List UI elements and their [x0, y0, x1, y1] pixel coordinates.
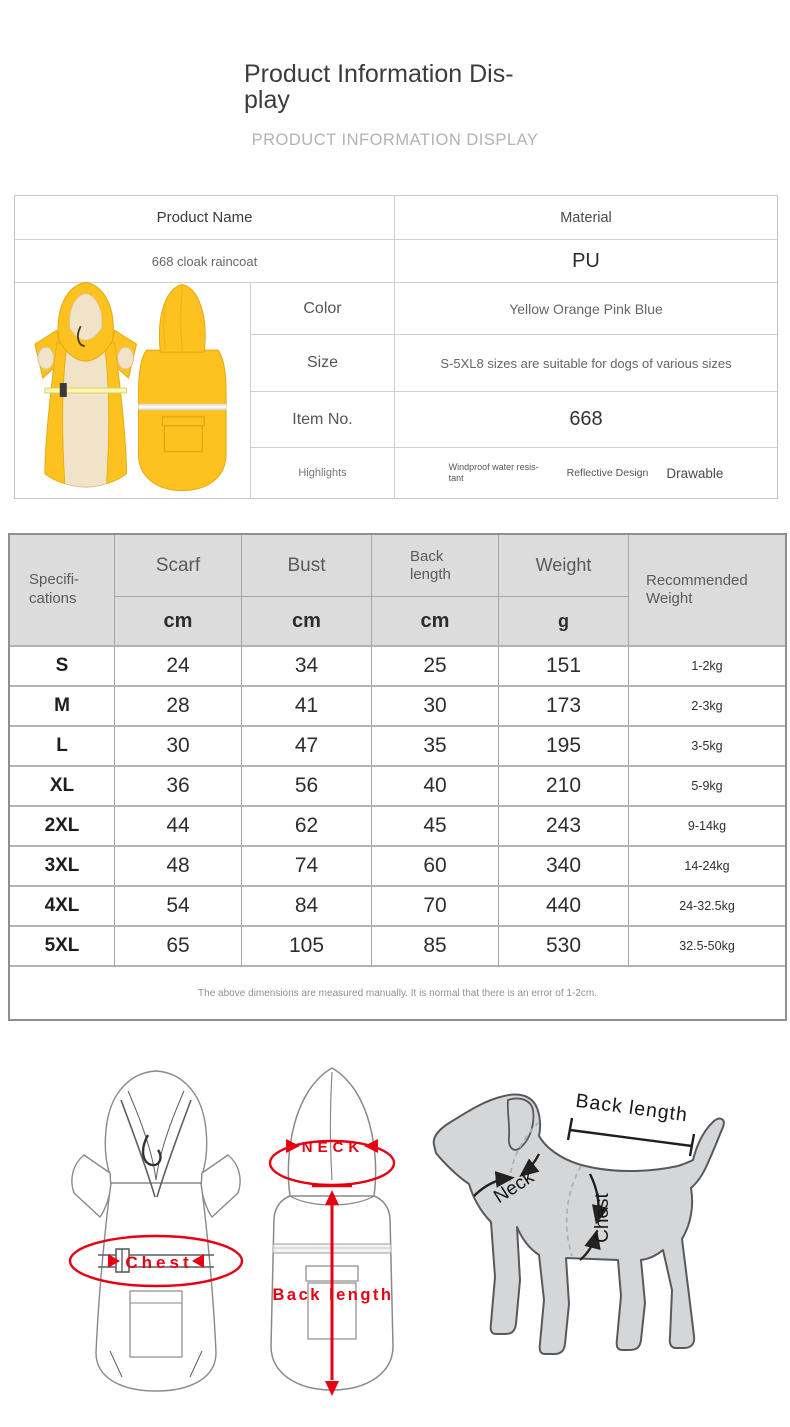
table-cell: 440 — [499, 887, 629, 927]
highlight-reflective: Reflective Design — [566, 467, 649, 479]
table-cell: 65 — [115, 927, 242, 967]
col-header-back-length: Back length — [372, 535, 499, 597]
dog-chest-label: Chest — [592, 1193, 613, 1243]
color-value: Yellow Orange Pink Blue — [395, 283, 777, 335]
table-cell: 28 — [115, 687, 242, 727]
coat-front-measurement-sketch — [58, 1055, 254, 1415]
table-cell: 62 — [242, 807, 372, 847]
measurement-note: The above dimensions are measured manually. It is normal that there is an error of 1-2cm. — [10, 967, 785, 1019]
table-cell: 54 — [115, 887, 242, 927]
highlights-label: Highlights — [251, 448, 395, 498]
product-photo-cell — [15, 283, 251, 498]
col-header-recommended-weight: Recommended Weight — [629, 535, 785, 647]
table-cell: 30 — [115, 727, 242, 767]
size-value: S-5XL8 sizes are suitable for dogs of various sizes — [395, 335, 777, 392]
table-cell: 1-2kg — [629, 647, 785, 687]
highlight-windproof: Windproof water resis-tant — [448, 461, 539, 483]
raincoat-back-photo — [138, 284, 226, 490]
size-chart-table — [8, 533, 787, 1021]
dog-neck-label: Neck — [490, 1166, 538, 1208]
size-row-label: L — [10, 727, 115, 767]
product-info-table — [14, 195, 778, 499]
highlights-value — [395, 448, 777, 498]
size-row-label: M — [10, 687, 115, 727]
table-cell: 56 — [242, 767, 372, 807]
highlight-drawable: Drawable — [666, 465, 724, 481]
col-header-weight: Weight — [499, 535, 629, 597]
table-cell: 36 — [115, 767, 242, 807]
size-row-label: XL — [10, 767, 115, 807]
dog-back-length-label: Back length — [574, 1089, 690, 1127]
table-cell: 85 — [372, 927, 499, 967]
raincoat-product-image — [15, 262, 250, 520]
table-cell: 530 — [499, 927, 629, 967]
size-row-label: S — [10, 647, 115, 687]
col-header-scarf: Scarf — [115, 535, 242, 597]
page-title-line2: play — [244, 86, 290, 114]
col-header-bust: Bust — [242, 535, 372, 597]
material-value: PU — [395, 240, 777, 283]
coat-back-measurement-sketch — [248, 1048, 420, 1413]
table-cell: 34 — [242, 647, 372, 687]
table-cell: 47 — [242, 727, 372, 767]
unit-scarf: cm — [115, 597, 242, 647]
table-cell: 25 — [372, 647, 499, 687]
size-row-label: 2XL — [10, 807, 115, 847]
table-cell: 210 — [499, 767, 629, 807]
table-cell: 14-24kg — [629, 847, 785, 887]
size-label: Size — [251, 335, 395, 392]
table-cell: 32.5-50kg — [629, 927, 785, 967]
table-cell: 60 — [372, 847, 499, 887]
table-cell: 35 — [372, 727, 499, 767]
table-cell: 44 — [115, 807, 242, 847]
table-cell: 195 — [499, 727, 629, 767]
size-row-label: 4XL — [10, 887, 115, 927]
unit-weight: g — [499, 597, 629, 647]
table-cell: 173 — [499, 687, 629, 727]
page-title — [244, 61, 514, 113]
neck-label: NECK — [301, 1139, 365, 1156]
back-length-label: Back length — [272, 1286, 394, 1304]
table-cell: 41 — [242, 687, 372, 727]
table-cell: 5-9kg — [629, 767, 785, 807]
table-cell: 45 — [372, 807, 499, 847]
table-cell: 9-14kg — [629, 807, 785, 847]
table-cell: 243 — [499, 807, 629, 847]
size-row-label: 5XL — [10, 927, 115, 967]
table-cell: 105 — [242, 927, 372, 967]
page-subtitle: PRODUCT INFORMATION DISPLAY — [251, 131, 539, 149]
dog-measurement-diagram — [418, 1070, 786, 1410]
raincoat-front-photo — [35, 282, 137, 487]
table-cell: 40 — [372, 767, 499, 807]
table-cell: 74 — [242, 847, 372, 887]
page-title-line1: Product Information Dis- — [244, 60, 514, 88]
table-cell: 48 — [115, 847, 242, 887]
dog-silhouette — [434, 1095, 724, 1355]
color-label: Color — [251, 283, 395, 335]
table-cell: 3-5kg — [629, 727, 785, 767]
table-cell: 70 — [372, 887, 499, 927]
material-header: Material — [395, 196, 777, 240]
table-cell: 24-32.5kg — [629, 887, 785, 927]
table-cell: 151 — [499, 647, 629, 687]
col-header-specifications: Specifi-cations — [10, 535, 115, 647]
unit-back-length: cm — [372, 597, 499, 647]
product-name-header: Product Name — [15, 196, 395, 240]
item-no-label: Item No. — [251, 392, 395, 448]
size-row-label: 3XL — [10, 847, 115, 887]
table-cell: 340 — [499, 847, 629, 887]
item-no-value: 668 — [395, 392, 777, 448]
product-name-value: 668 cloak raincoat — [15, 240, 395, 283]
table-cell: 84 — [242, 887, 372, 927]
table-cell: 24 — [115, 647, 242, 687]
table-cell: 2-3kg — [629, 687, 785, 727]
unit-bust: cm — [242, 597, 372, 647]
chest-label: Chest — [125, 1253, 193, 1272]
table-cell: 30 — [372, 687, 499, 727]
